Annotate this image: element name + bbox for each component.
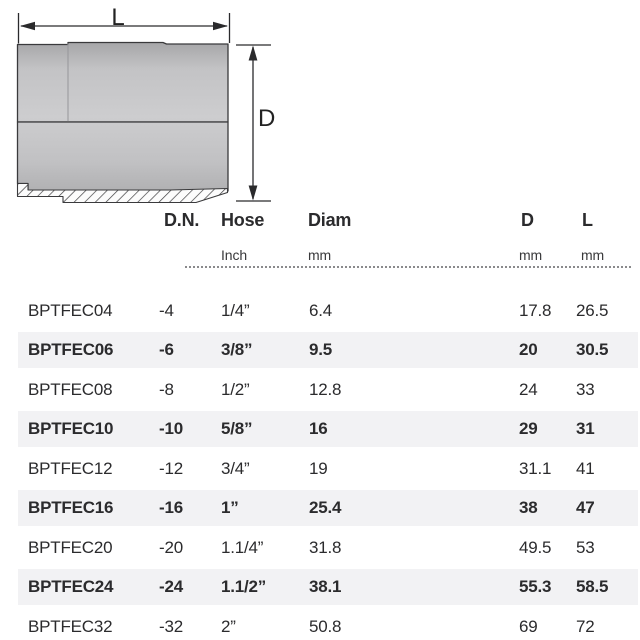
dn-value: -8 — [159, 379, 174, 399]
part-number: BPTFEC20 — [28, 537, 113, 557]
hose-size: 1/4” — [221, 300, 250, 320]
part-number: BPTFEC32 — [28, 616, 113, 636]
dn-value: -20 — [159, 537, 183, 557]
diam-value: 25.4 — [309, 498, 342, 517]
l-value: 53 — [576, 537, 595, 557]
header-divider — [185, 266, 631, 268]
dn-value: -32 — [159, 616, 183, 636]
l-value: 33 — [576, 379, 595, 399]
dn-value: -24 — [159, 577, 183, 596]
dn-value: -12 — [159, 458, 183, 478]
d-value: 55.3 — [519, 577, 552, 596]
unit-l: mm — [581, 247, 605, 263]
d-value: 17.8 — [519, 300, 552, 320]
table-row — [18, 332, 638, 368]
table-row — [18, 490, 638, 526]
part-number: BPTFEC06 — [28, 340, 114, 359]
column-header-dn: D.N. — [164, 210, 200, 230]
table-row — [18, 451, 638, 487]
table-row — [18, 372, 638, 408]
diam-value: 38.1 — [309, 577, 342, 596]
dn-value: -4 — [159, 300, 174, 320]
d-value: 20 — [519, 340, 538, 359]
diam-value: 6.4 — [309, 300, 333, 320]
diam-value: 9.5 — [309, 340, 333, 359]
column-header-diam: Diam — [308, 210, 352, 230]
ferrule-body-upper — [18, 43, 229, 123]
l-value: 47 — [576, 498, 595, 517]
l-value: 72 — [576, 616, 595, 636]
l-value: 26.5 — [576, 300, 609, 320]
d-value: 31.1 — [519, 458, 552, 478]
hose-size: 1/2” — [221, 379, 250, 399]
table-row — [18, 530, 638, 566]
part-number: BPTFEC24 — [28, 577, 114, 596]
hose-size: 3/4” — [221, 458, 250, 478]
d-value: 49.5 — [519, 537, 552, 557]
table-row — [18, 569, 638, 605]
diam-value: 12.8 — [309, 379, 342, 399]
dn-value: -6 — [159, 340, 174, 359]
ferrule-technical-drawing — [0, 0, 282, 214]
ferrule-body-lower — [18, 122, 229, 191]
arrowhead-right-icon — [213, 22, 228, 30]
length-label: L — [111, 4, 125, 31]
d-value: 24 — [519, 379, 538, 399]
l-value: 41 — [576, 458, 595, 478]
hose-size: 2” — [221, 616, 236, 636]
arrowhead-up-icon — [249, 46, 258, 61]
l-value: 31 — [576, 419, 595, 438]
dn-value: -10 — [159, 419, 183, 438]
part-number: BPTFEC16 — [28, 498, 114, 517]
part-number: BPTFEC08 — [28, 379, 113, 399]
part-number: BPTFEC12 — [28, 458, 113, 478]
hose-size: 1” — [221, 498, 239, 517]
table-row — [18, 293, 638, 329]
l-value: 58.5 — [576, 577, 609, 596]
table-row — [18, 609, 638, 640]
diam-value: 31.8 — [309, 537, 342, 557]
hose-size: 3/8” — [221, 340, 253, 359]
hose-size: 5/8” — [221, 419, 253, 438]
arrowhead-left-icon — [20, 22, 35, 30]
unit-d: mm — [519, 247, 543, 263]
part-number: BPTFEC10 — [28, 419, 114, 438]
diam-value: 16 — [309, 419, 328, 438]
arrowhead-down-icon — [249, 186, 258, 201]
column-header-d: D — [521, 210, 534, 230]
unit-hose: Inch — [221, 247, 248, 263]
diam-value: 50.8 — [309, 616, 342, 636]
l-value: 30.5 — [576, 340, 609, 359]
unit-diam: mm — [308, 247, 332, 263]
hose-size: 1.1/2” — [221, 577, 267, 596]
d-value: 38 — [519, 498, 538, 517]
dn-value: -16 — [159, 498, 183, 517]
table-row — [18, 411, 638, 447]
diam-value: 19 — [309, 458, 328, 478]
d-value: 29 — [519, 419, 538, 438]
column-header-hose: Hose — [221, 210, 265, 230]
part-number: BPTFEC04 — [28, 300, 113, 320]
column-header-l: L — [582, 210, 593, 230]
hose-size: 1.1/4” — [221, 537, 264, 557]
d-value: 69 — [519, 616, 538, 636]
diameter-label: D — [258, 105, 276, 132]
